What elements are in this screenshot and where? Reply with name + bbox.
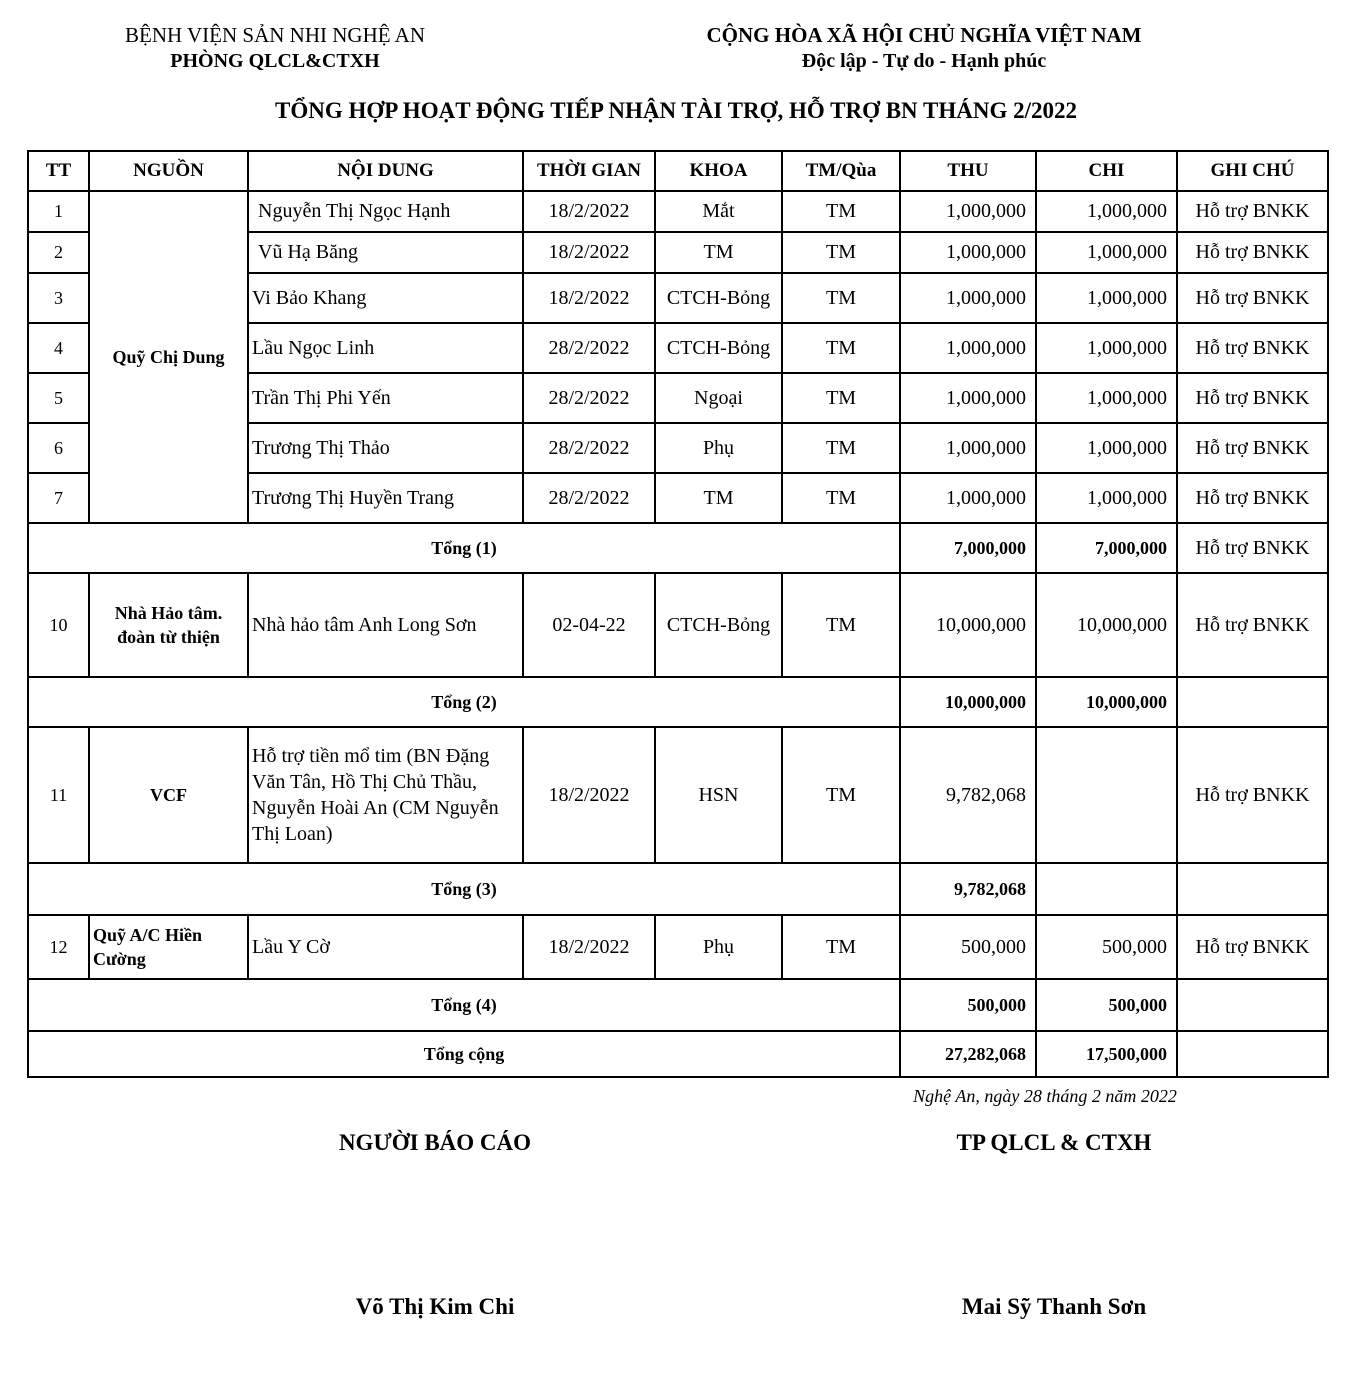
- cell-tt: 12: [28, 915, 89, 979]
- cell-content: Vũ Hạ Băng: [248, 232, 523, 273]
- cell-income: 1,000,000: [900, 191, 1036, 232]
- cell-content: Vi Bảo Khang: [248, 273, 523, 323]
- cell-time: 18/2/2022: [523, 915, 655, 979]
- date-line: Nghệ An, ngày 28 tháng 2 năm 2022: [913, 1086, 1177, 1106]
- cell-expense: [1036, 727, 1177, 863]
- report-table: [27, 150, 1329, 1078]
- grand-total-label: Tổng cộng: [28, 1031, 900, 1077]
- cell-expense: 1,000,000: [1036, 191, 1177, 232]
- cell-tt: 7: [28, 473, 89, 523]
- cell-expense: 1,000,000: [1036, 423, 1177, 473]
- cell-income: 9,782,068: [900, 727, 1036, 863]
- reporter-title: NGƯỜI BÁO CÁO: [338, 1130, 532, 1155]
- cell-type: TM: [782, 915, 900, 979]
- grand-total-income: 27,282,068: [900, 1031, 1036, 1077]
- cell-dept: TM: [655, 473, 782, 523]
- subtotal-label: Tổng (4): [28, 979, 900, 1031]
- cell-note: Hỗ trợ BNKK: [1177, 473, 1328, 523]
- cell-expense: 1,000,000: [1036, 473, 1177, 523]
- cell-dept: Phụ: [655, 915, 782, 979]
- cell-note: Hỗ trợ BNKK: [1177, 573, 1328, 677]
- subtotal-note: [1177, 677, 1328, 727]
- subtotal-label: Tổng (2): [28, 677, 900, 727]
- dept-name: PHÒNG QLCL&CTXH: [170, 50, 380, 72]
- header-tt: TT: [28, 151, 89, 191]
- cell-income: 1,000,000: [900, 373, 1036, 423]
- cell-dept: Phụ: [655, 423, 782, 473]
- cell-expense: 1,000,000: [1036, 373, 1177, 423]
- cell-type: TM: [782, 727, 900, 863]
- cell-dept: Ngoại: [655, 373, 782, 423]
- table-row: [28, 191, 1328, 232]
- cell-expense: 1,000,000: [1036, 273, 1177, 323]
- cell-type: TM: [782, 473, 900, 523]
- cell-note: Hỗ trợ BNKK: [1177, 273, 1328, 323]
- cell-content: Trương Thị Thảo: [248, 423, 523, 473]
- cell-time: 18/2/2022: [523, 191, 655, 232]
- header-dept: KHOA: [655, 151, 782, 191]
- subtotal-note: [1177, 979, 1328, 1031]
- content-line: Hỗ trợ tiền mổ tim (BN Đặng: [252, 745, 490, 767]
- cell-type: TM: [782, 423, 900, 473]
- cell-content: Nhà hảo tâm Anh Long Sơn: [248, 573, 523, 677]
- cell-time: 18/2/2022: [523, 273, 655, 323]
- report-title: TỔNG HỢP HOẠT ĐỘNG TIẾP NHẬN TÀI TRỢ, HỖ TRỢ BN THÁNG 2/2022: [275, 98, 1077, 123]
- cell-expense: 1,000,000: [1036, 232, 1177, 273]
- cell-expense: 1,000,000: [1036, 323, 1177, 373]
- header-time: THỜI GIAN: [523, 151, 655, 191]
- cell-note: Hỗ trợ BNKK: [1177, 915, 1328, 979]
- content-line: Thị Loan): [252, 823, 333, 845]
- cell-type: TM: [782, 573, 900, 677]
- head-title: TP QLCL & CTXH: [956, 1130, 1152, 1155]
- cell-source: VCF: [89, 727, 248, 863]
- source-line: Quỹ A/C Hiền: [93, 925, 203, 945]
- header-note: GHI CHÚ: [1177, 151, 1328, 191]
- cell-income: 1,000,000: [900, 473, 1036, 523]
- cell-content: Nguyễn Thị Ngọc Hạnh: [248, 191, 523, 232]
- subtotal-income: 7,000,000: [900, 523, 1036, 573]
- cell-time: 02-04-22: [523, 573, 655, 677]
- cell-note: Hỗ trợ BNKK: [1177, 423, 1328, 473]
- header-income: THU: [900, 151, 1036, 191]
- subtotal-note: Hỗ trợ BNKK: [1177, 523, 1328, 573]
- table-row: [28, 915, 1328, 979]
- head-name: Mai Sỹ Thanh Sơn: [961, 1294, 1147, 1319]
- subtotal-row: [28, 523, 1328, 573]
- cell-content: [248, 727, 523, 863]
- header-content: NỘI DUNG: [248, 151, 523, 191]
- national-motto: Độc lập - Tự do - Hạnh phúc: [801, 50, 1047, 72]
- header-type: TM/Qùa: [782, 151, 900, 191]
- cell-dept: Mắt: [655, 191, 782, 232]
- cell-type: TM: [782, 232, 900, 273]
- source-line: Cường: [93, 949, 146, 969]
- source-line: đoàn từ thiện: [117, 627, 220, 647]
- cell-time: 28/2/2022: [523, 373, 655, 423]
- cell-source: [89, 573, 248, 677]
- cell-dept: TM: [655, 232, 782, 273]
- cell-note: Hỗ trợ BNKK: [1177, 323, 1328, 373]
- cell-note: Hỗ trợ BNKK: [1177, 727, 1328, 863]
- subtotal-row: [28, 979, 1328, 1031]
- cell-note: Hỗ trợ BNKK: [1177, 191, 1328, 232]
- cell-note: Hỗ trợ BNKK: [1177, 373, 1328, 423]
- org-name: BỆNH VIỆN SẢN NHI NGHỆ AN: [124, 23, 426, 47]
- subtotal-expense: 10,000,000: [1036, 677, 1177, 727]
- cell-dept: CTCH-Bỏng: [655, 573, 782, 677]
- table-row: [28, 573, 1328, 677]
- cell-source: [89, 915, 248, 979]
- source-line: Nhà Hảo tâm.: [114, 603, 223, 623]
- cell-time: 18/2/2022: [523, 232, 655, 273]
- cell-tt: 2: [28, 232, 89, 273]
- national-header: [674, 22, 1174, 74]
- grand-total-row: [28, 1031, 1328, 1077]
- cell-income: 1,000,000: [900, 323, 1036, 373]
- subtotal-row: [28, 863, 1328, 915]
- cell-content: Lầu Ngọc Linh: [248, 323, 523, 373]
- subtotal-income: 9,782,068: [900, 863, 1036, 915]
- cell-income: 500,000: [900, 915, 1036, 979]
- grand-total-note: [1177, 1031, 1328, 1077]
- org-header: [75, 22, 475, 74]
- cell-type: TM: [782, 191, 900, 232]
- cell-content: Trần Thị Phi Yến: [248, 373, 523, 423]
- subtotal-note: [1177, 863, 1328, 915]
- table-row: [28, 727, 1328, 863]
- subtotal-expense: 7,000,000: [1036, 523, 1177, 573]
- subtotal-expense: [1036, 863, 1177, 915]
- subtotal-expense: 500,000: [1036, 979, 1177, 1031]
- cell-income: 1,000,000: [900, 232, 1036, 273]
- cell-tt: 10: [28, 573, 89, 677]
- cell-dept: CTCH-Bỏng: [655, 323, 782, 373]
- subtotal-income: 10,000,000: [900, 677, 1036, 727]
- cell-tt: 11: [28, 727, 89, 863]
- cell-dept: HSN: [655, 727, 782, 863]
- cell-tt: 4: [28, 323, 89, 373]
- cell-income: 10,000,000: [900, 573, 1036, 677]
- cell-tt: 5: [28, 373, 89, 423]
- cell-time: 18/2/2022: [523, 727, 655, 863]
- cell-source: Quỹ Chị Dung: [89, 191, 248, 523]
- cell-time: 28/2/2022: [523, 473, 655, 523]
- cell-type: TM: [782, 273, 900, 323]
- content-line: Văn Tân, Hồ Thị Chủ Thầu,: [252, 771, 477, 793]
- reporter-name: Võ Thị Kim Chi: [355, 1294, 515, 1319]
- cell-income: 1,000,000: [900, 273, 1036, 323]
- subtotal-income: 500,000: [900, 979, 1036, 1031]
- subtotal-row: [28, 677, 1328, 727]
- header-source: NGUỒN: [89, 151, 248, 191]
- content-line: Nguyễn Hoài An (CM Nguyễn: [252, 797, 499, 819]
- grand-total-expense: 17,500,000: [1036, 1031, 1177, 1077]
- cell-time: 28/2/2022: [523, 323, 655, 373]
- cell-tt: 3: [28, 273, 89, 323]
- subtotal-label: Tổng (1): [28, 523, 900, 573]
- national-title: CỘNG HÒA XÃ HỘI CHỦ NGHĨA VIỆT NAM: [706, 23, 1142, 47]
- cell-expense: 500,000: [1036, 915, 1177, 979]
- cell-note: Hỗ trợ BNKK: [1177, 232, 1328, 273]
- header-expense: CHI: [1036, 151, 1177, 191]
- cell-content: Lầu Y Cờ: [248, 915, 523, 979]
- cell-time: 28/2/2022: [523, 423, 655, 473]
- cell-type: TM: [782, 373, 900, 423]
- cell-dept: CTCH-Bỏng: [655, 273, 782, 323]
- table-header-row: [28, 151, 1328, 191]
- cell-tt: 1: [28, 191, 89, 232]
- cell-tt: 6: [28, 423, 89, 473]
- cell-income: 1,000,000: [900, 423, 1036, 473]
- cell-content: Trương Thị Huyền Trang: [248, 473, 523, 523]
- cell-type: TM: [782, 323, 900, 373]
- cell-expense: 10,000,000: [1036, 573, 1177, 677]
- subtotal-label: Tổng (3): [28, 863, 900, 915]
